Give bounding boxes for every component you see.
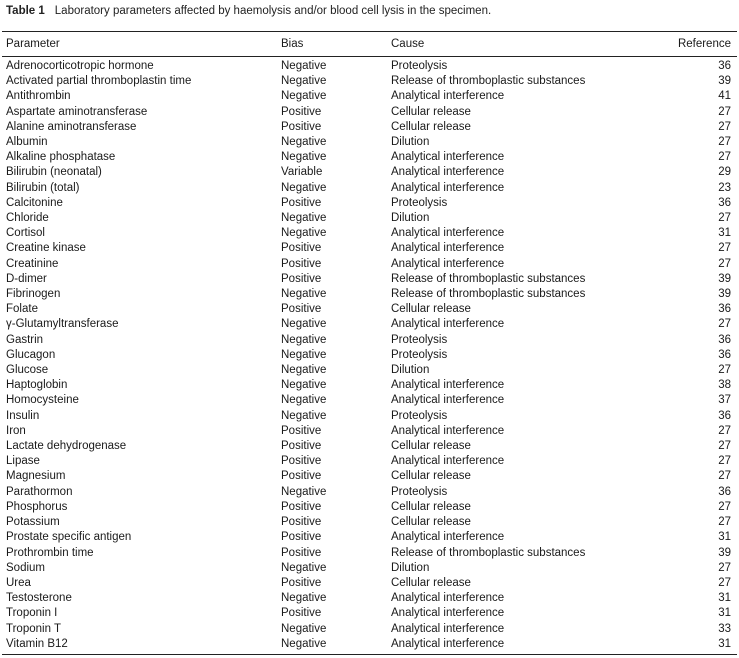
cell-reference: 27 <box>718 470 731 483</box>
cell-parameter: Lipase <box>6 455 40 468</box>
cell-parameter: Troponin T <box>6 622 61 635</box>
cell-reference: 36 <box>718 485 731 498</box>
cell-bias: Negative <box>281 485 327 498</box>
cell-reference: 27 <box>718 576 731 589</box>
cell-cause: Analytical interference <box>391 257 505 270</box>
cell-reference: 36 <box>718 348 731 361</box>
cell-reference: 41 <box>718 90 731 103</box>
cell-bias: Negative <box>281 60 327 72</box>
table-row <box>6 454 731 469</box>
cell-bias: Positive <box>281 120 322 133</box>
cell-parameter: Homocysteine <box>6 394 79 407</box>
cell-parameter: Cortisol <box>6 227 45 240</box>
table-row <box>6 287 731 302</box>
top-rule <box>2 31 737 32</box>
cell-reference: 27 <box>718 212 731 225</box>
cell-parameter: Glucose <box>6 364 49 377</box>
cell-bias: Negative <box>281 592 327 605</box>
cell-parameter: Fibrinogen <box>6 288 61 301</box>
cell-bias: Negative <box>281 637 327 650</box>
table-caption <box>6 5 491 17</box>
cell-parameter: D-dimer <box>6 272 47 285</box>
cell-cause: Analytical interference <box>391 424 505 437</box>
cell-reference: 27 <box>718 151 731 164</box>
cell-reference: 36 <box>718 60 731 72</box>
cell-cause: Proteolysis <box>391 333 448 346</box>
table-header-row <box>6 35 731 53</box>
cell-cause: Release of thromboplastic substances <box>391 288 586 301</box>
cell-parameter: Prothrombin time <box>6 546 94 559</box>
cell-bias: Positive <box>281 303 322 316</box>
table-row <box>6 241 731 256</box>
cell-cause: Cellular release <box>391 516 471 529</box>
table-row <box>6 272 731 287</box>
cell-cause: Dilution <box>391 364 430 377</box>
table-row <box>6 226 731 241</box>
table-caption-text: Laboratory parameters affected by haemolysis and/or blood cell lysis in the specimen. <box>54 5 492 17</box>
cell-bias: Negative <box>281 333 327 346</box>
cell-cause: Analytical interference <box>391 379 505 392</box>
cell-bias: Negative <box>281 75 327 88</box>
cell-reference: 36 <box>718 196 731 209</box>
cell-reference: 23 <box>718 181 731 194</box>
table-row <box>6 515 731 530</box>
cell-reference: 38 <box>718 379 731 392</box>
table-row <box>6 485 731 500</box>
cell-parameter: Magnesium <box>6 470 66 483</box>
table-row <box>6 424 731 439</box>
table-row <box>6 120 731 135</box>
cell-parameter: Lactate dehydrogenase <box>6 440 127 453</box>
cell-parameter: Urea <box>6 576 31 589</box>
cell-cause: Analytical interference <box>391 227 505 240</box>
cell-cause: Dilution <box>391 136 430 149</box>
cell-cause: Dilution <box>391 212 430 225</box>
cell-reference: 36 <box>718 303 731 316</box>
cell-cause: Proteolysis <box>391 409 448 422</box>
table-row <box>6 409 731 424</box>
cell-cause: Analytical interference <box>391 394 505 407</box>
table-row <box>6 257 731 272</box>
cell-cause: Analytical interference <box>391 531 505 544</box>
cell-bias: Negative <box>281 409 327 422</box>
cell-bias: Negative <box>281 561 327 574</box>
table-row <box>6 348 731 363</box>
cell-reference: 31 <box>718 531 731 544</box>
cell-bias: Negative <box>281 212 327 225</box>
cell-bias: Positive <box>281 470 322 483</box>
table-row <box>6 363 731 378</box>
cell-reference: 27 <box>718 257 731 270</box>
cell-parameter: Iron <box>6 424 26 437</box>
cell-reference: 31 <box>718 607 731 620</box>
cell-bias: Negative <box>281 90 327 103</box>
cell-cause: Proteolysis <box>391 348 448 361</box>
table-body <box>6 53 731 652</box>
table-row <box>6 500 731 515</box>
table-row <box>6 333 731 348</box>
cell-cause: Cellular release <box>391 500 471 513</box>
cell-bias: Positive <box>281 105 322 118</box>
cell-cause: Analytical interference <box>391 151 505 164</box>
cell-cause: Proteolysis <box>391 60 448 72</box>
cell-reference: 39 <box>718 288 731 301</box>
cell-reference: 36 <box>718 333 731 346</box>
table-row <box>6 606 731 621</box>
cell-reference: 36 <box>718 409 731 422</box>
bottom-rule <box>2 654 737 655</box>
cell-parameter: Gastrin <box>6 333 44 346</box>
table-row <box>6 561 731 576</box>
cell-parameter: Troponin I <box>6 607 58 620</box>
cell-bias: Negative <box>281 288 327 301</box>
cell-reference: 27 <box>718 318 731 331</box>
table-row <box>6 150 731 165</box>
cell-parameter: Adrenocorticotropic hormone <box>6 60 154 72</box>
header-reference: Reference <box>677 38 731 50</box>
cell-parameter: γ-Glutamyltransferase <box>6 318 119 331</box>
cell-bias: Positive <box>281 242 322 255</box>
cell-cause: Cellular release <box>391 120 471 133</box>
cell-cause: Analytical interference <box>391 242 505 255</box>
table-row <box>6 196 731 211</box>
cell-reference: 29 <box>718 166 731 179</box>
cell-cause: Analytical interference <box>391 622 505 635</box>
cell-bias: Positive <box>281 424 322 437</box>
cell-reference: 27 <box>718 500 731 513</box>
cell-reference: 37 <box>718 394 731 407</box>
cell-parameter: Aspartate aminotransferase <box>6 105 148 118</box>
cell-cause: Analytical interference <box>391 592 505 605</box>
cell-cause: Analytical interference <box>391 607 505 620</box>
cell-parameter: Chloride <box>6 212 49 225</box>
table-row <box>6 439 731 454</box>
cell-parameter: Bilirubin (total) <box>6 181 80 194</box>
cell-bias: Negative <box>281 136 327 149</box>
cell-bias: Positive <box>281 257 322 270</box>
cell-parameter: Creatine kinase <box>6 242 86 255</box>
cell-reference: 27 <box>718 455 731 468</box>
cell-reference: 33 <box>718 622 731 635</box>
cell-cause: Proteolysis <box>391 196 448 209</box>
cell-bias: Positive <box>281 196 322 209</box>
cell-reference: 27 <box>718 561 731 574</box>
cell-parameter: Calcitonine <box>6 196 63 209</box>
cell-bias: Positive <box>281 455 322 468</box>
cell-cause: Analytical interference <box>391 181 505 194</box>
header-parameter: Parameter <box>6 38 60 50</box>
cell-parameter: Alkaline phosphatase <box>6 151 116 164</box>
cell-bias: Negative <box>281 622 327 635</box>
cell-reference: 31 <box>718 592 731 605</box>
table-row <box>6 530 731 545</box>
cell-bias: Positive <box>281 272 322 285</box>
cell-bias: Positive <box>281 440 322 453</box>
cell-bias: Negative <box>281 151 327 164</box>
cell-cause: Analytical interference <box>391 318 505 331</box>
cell-reference: 27 <box>718 424 731 437</box>
table-row <box>6 393 731 408</box>
cell-bias: Negative <box>281 348 327 361</box>
cell-parameter: Prostate specific antigen <box>6 531 132 544</box>
cell-parameter: Vitamin B12 <box>6 637 68 650</box>
table-row <box>6 302 731 317</box>
cell-cause: Cellular release <box>391 440 471 453</box>
cell-parameter: Haptoglobin <box>6 379 68 392</box>
table-row <box>6 181 731 196</box>
table-row <box>6 637 731 652</box>
cell-parameter: Insulin <box>6 409 40 422</box>
cell-cause: Release of thromboplastic substances <box>391 272 586 285</box>
cell-parameter: Creatinine <box>6 257 59 270</box>
cell-cause: Analytical interference <box>391 455 505 468</box>
table-row <box>6 591 731 606</box>
cell-reference: 31 <box>718 227 731 240</box>
cell-cause: Analytical interference <box>391 166 505 179</box>
cell-parameter: Glucagon <box>6 348 56 361</box>
table-row <box>6 622 731 637</box>
cell-bias: Variable <box>281 166 323 179</box>
table-row <box>6 135 731 150</box>
cell-cause: Analytical interference <box>391 90 505 103</box>
cell-reference: 27 <box>718 120 731 133</box>
cell-bias: Negative <box>281 227 327 240</box>
cell-parameter: Activated partial thromboplastin time <box>6 75 192 88</box>
table-row <box>6 59 731 74</box>
table-row <box>6 105 731 120</box>
cell-cause: Cellular release <box>391 303 471 316</box>
header-bias: Bias <box>281 38 304 50</box>
cell-bias: Positive <box>281 500 322 513</box>
cell-cause: Release of thromboplastic substances <box>391 546 586 559</box>
cell-bias: Positive <box>281 546 322 559</box>
table-row <box>6 576 731 591</box>
cell-parameter: Phosphorus <box>6 500 68 513</box>
table-row <box>6 211 731 226</box>
cell-parameter: Antithrombin <box>6 90 71 103</box>
cell-reference: 27 <box>718 516 731 529</box>
table-row <box>6 317 731 332</box>
cell-bias: Positive <box>281 576 322 589</box>
cell-parameter: Folate <box>6 303 38 316</box>
cell-bias: Negative <box>281 379 327 392</box>
cell-cause: Release of thromboplastic substances <box>391 75 586 88</box>
cell-parameter: Potassium <box>6 516 60 529</box>
table-row <box>6 89 731 104</box>
cell-reference: 31 <box>718 637 731 650</box>
cell-reference: 39 <box>718 75 731 88</box>
cell-parameter: Alanine aminotransferase <box>6 120 137 133</box>
cell-reference: 27 <box>718 105 731 118</box>
cell-parameter: Albumin <box>6 136 48 149</box>
table-row <box>6 546 731 561</box>
table-row <box>6 378 731 393</box>
cell-parameter: Sodium <box>6 561 45 574</box>
header-cause: Cause <box>391 38 425 50</box>
cell-parameter: Testosterone <box>6 592 72 605</box>
cell-parameter: Parathormon <box>6 485 73 498</box>
table-caption-label: Table 1 <box>6 5 45 17</box>
cell-bias: Negative <box>281 181 327 194</box>
cell-cause: Cellular release <box>391 105 471 118</box>
table-row <box>6 165 731 180</box>
cell-reference: 27 <box>718 440 731 453</box>
cell-reference: 27 <box>718 136 731 149</box>
cell-bias: Negative <box>281 394 327 407</box>
cell-cause: Cellular release <box>391 576 471 589</box>
cell-cause: Dilution <box>391 561 430 574</box>
lab-parameters-table <box>6 35 731 652</box>
cell-parameter: Bilirubin (neonatal) <box>6 166 102 179</box>
cell-bias: Positive <box>281 516 322 529</box>
cell-reference: 27 <box>718 242 731 255</box>
cell-reference: 39 <box>718 272 731 285</box>
cell-cause: Cellular release <box>391 470 471 483</box>
table-row <box>6 74 731 89</box>
table-row <box>6 469 731 484</box>
cell-bias: Positive <box>281 607 322 620</box>
cell-cause: Analytical interference <box>391 637 505 650</box>
cell-reference: 27 <box>718 364 731 377</box>
cell-reference: 39 <box>718 546 731 559</box>
cell-bias: Positive <box>281 531 322 544</box>
cell-bias: Negative <box>281 364 327 377</box>
cell-bias: Negative <box>281 318 327 331</box>
cell-cause: Proteolysis <box>391 485 448 498</box>
